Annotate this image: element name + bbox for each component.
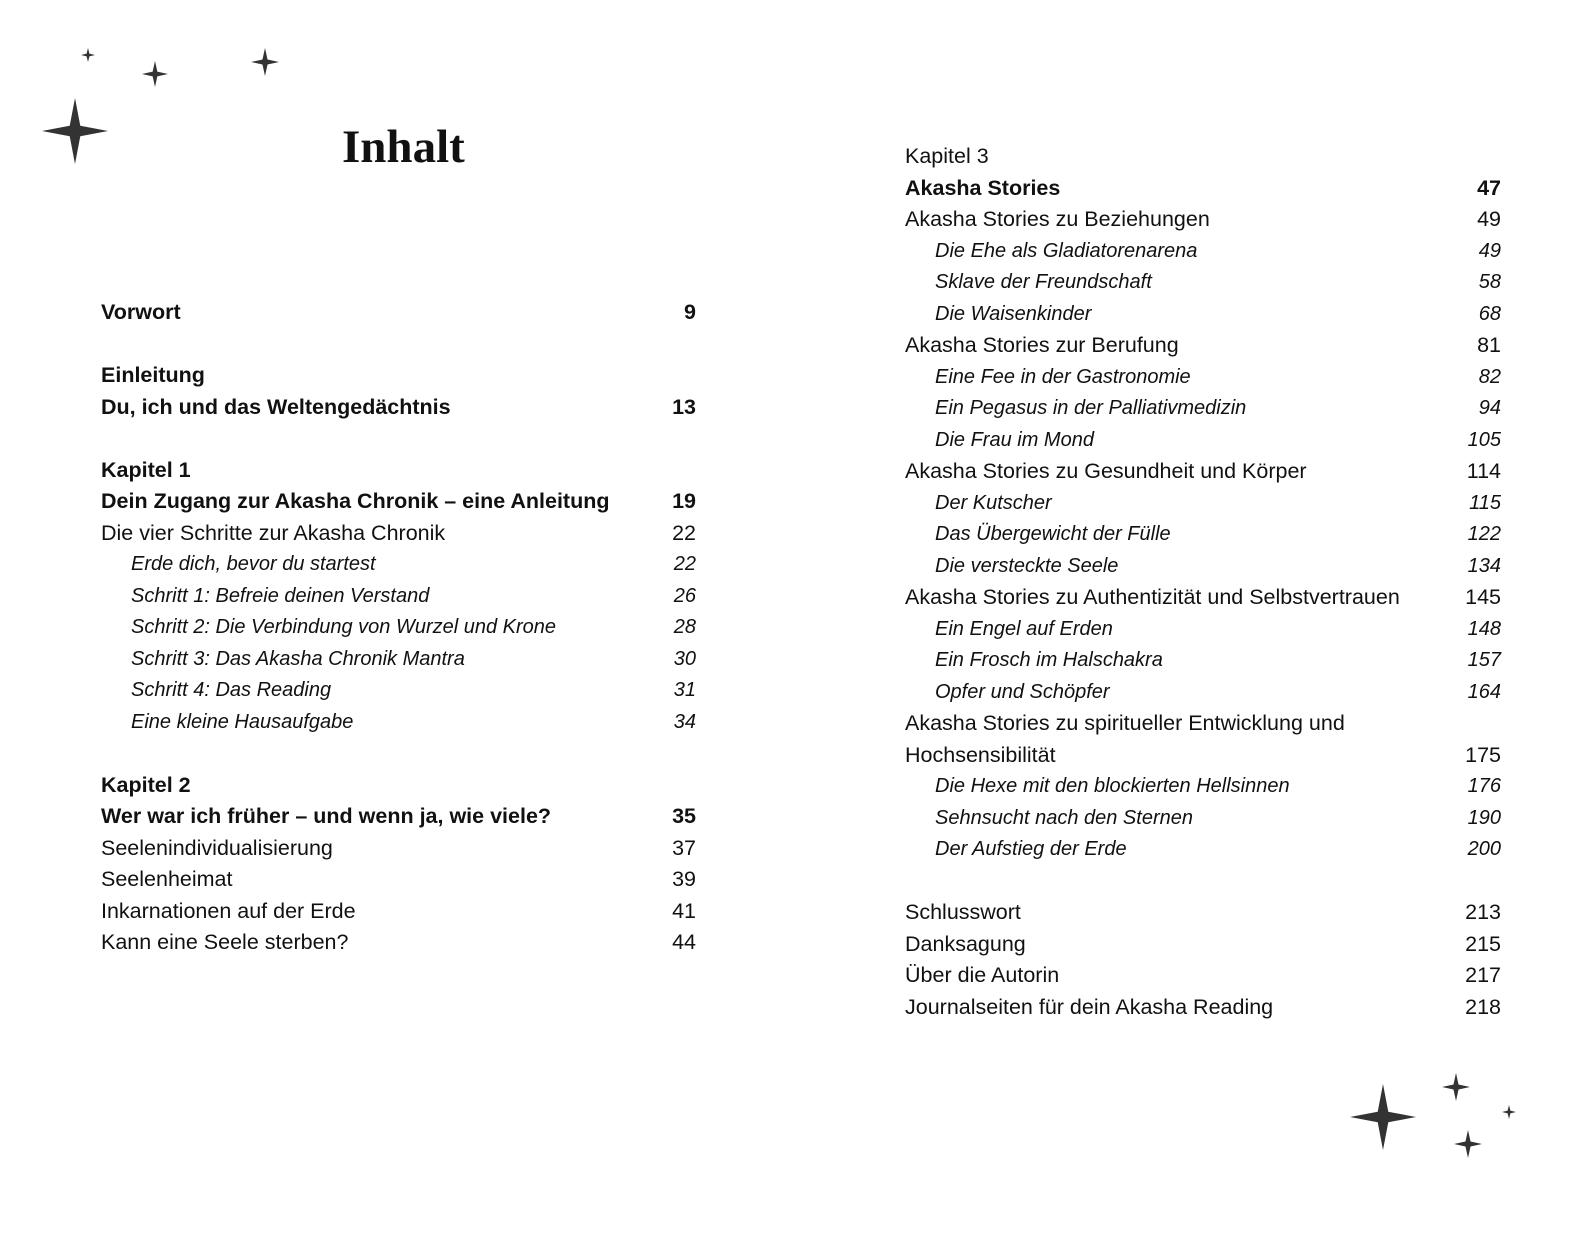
toc-entry (101, 549, 696, 581)
toc-entry-page: 34 (673, 710, 696, 733)
toc-entry-title: Akasha Stories zu Beziehungen (905, 207, 1210, 231)
toc-entry-page: 134 (1467, 554, 1501, 577)
toc-entry-title: Die Waisenkinder (935, 302, 1092, 325)
toc-entry (905, 960, 1501, 992)
toc-entry (905, 362, 1501, 394)
toc-entry-title: Ein Pegasus in der Palliativmedizin (935, 397, 1247, 419)
star-icon (1350, 1084, 1416, 1150)
toc-entry (905, 771, 1501, 803)
star-icon (81, 48, 95, 62)
toc-entry (905, 173, 1501, 205)
toc-entry (101, 675, 696, 707)
toc-entry-title: Erde dich, bevor du startest (131, 553, 376, 575)
toc-entry-page: 26 (673, 584, 696, 607)
toc-entry-page: 37 (672, 835, 696, 860)
toc-entry-title: Sehnsucht nach den Sternen (935, 806, 1193, 829)
toc-entry (101, 833, 696, 865)
toc-entry-title: Die Frau im Mond (935, 428, 1094, 451)
toc-entry-page: 190 (1467, 806, 1501, 829)
toc-entry-page: 35 (672, 804, 696, 828)
toc-entry-title: Danksagung (905, 931, 1026, 956)
toc-entry-page: 81 (1477, 333, 1501, 357)
toc-left-column (101, 297, 696, 959)
toc-entry-page: 115 (1469, 491, 1501, 514)
toc-entry-page: 122 (1467, 523, 1501, 545)
toc-entry (905, 519, 1501, 551)
toc-entry-page: 47 (1477, 175, 1501, 200)
toc-entry (905, 204, 1501, 236)
star-icon (251, 48, 279, 76)
toc-entry-page: 213 (1465, 900, 1501, 924)
toc-entry (101, 455, 696, 487)
toc-entry-page: 49 (1478, 239, 1501, 262)
toc-entry-page: 31 (673, 679, 696, 701)
toc-entry (101, 707, 696, 739)
toc-entry (905, 677, 1501, 709)
toc-entry-title: Die Ehe als Gladiatorenarena (935, 239, 1198, 262)
toc-entry (101, 927, 696, 959)
toc-entry-title: Hochsensibilität (905, 742, 1056, 767)
toc-entry-title: Der Aufstieg der Erde (935, 838, 1127, 860)
toc-entry-title: Eine kleine Hausaufgabe (131, 710, 354, 733)
toc-entry (905, 614, 1501, 646)
toc-entry (905, 330, 1501, 362)
toc-entry-page: 9 (684, 300, 696, 324)
star-icon (1454, 1130, 1482, 1158)
toc-spacer (101, 329, 696, 361)
page-title: Inhalt (342, 121, 465, 173)
toc-entry-title: Akasha Stories zu Authentizität und Selbstvertrauen (905, 585, 1400, 609)
toc-entry (905, 834, 1501, 866)
toc-entry (101, 360, 696, 392)
toc-entry-title: Kapitel 3 (905, 144, 989, 168)
toc-entry-title: Die Hexe mit den blockierten Hellsinnen (935, 775, 1290, 797)
toc-entry-title: Einleitung (101, 363, 205, 387)
toc-entry-title: Über die Autorin (905, 963, 1060, 987)
toc-entry-title: Schritt 2: Die Verbindung von Wurzel und Krone (131, 616, 557, 638)
toc-entry-page: 28 (673, 616, 696, 638)
toc-entry-page: 58 (1478, 271, 1501, 293)
toc-entry (905, 456, 1501, 488)
toc-entry-title: Eine Fee in der Gastronomie (935, 365, 1191, 388)
toc-entry-page: 105 (1467, 428, 1501, 451)
toc-entry (101, 581, 696, 613)
toc-entry (101, 770, 696, 802)
toc-entry (905, 582, 1501, 614)
toc-entry (905, 393, 1501, 425)
toc-entry-page: 41 (672, 898, 696, 923)
toc-entry (905, 299, 1501, 331)
toc-entry (101, 297, 696, 329)
toc-entry-page: 22 (672, 520, 696, 545)
toc-entry-title: Schritt 1: Befreie deinen Verstand (131, 584, 430, 607)
toc-entry-page: 44 (672, 930, 696, 954)
toc-entry-title: Akasha Stories zu spiritueller Entwicklung und (905, 711, 1345, 735)
toc-entry-page: 13 (672, 394, 696, 419)
toc-entry (101, 612, 696, 644)
toc-entry-page: 39 (672, 867, 696, 891)
toc-entry-page: 164 (1467, 680, 1501, 703)
toc-entry (905, 992, 1501, 1024)
toc-entry (101, 801, 696, 833)
toc-entry (905, 740, 1501, 772)
toc-entry-page: 215 (1465, 931, 1501, 956)
toc-entry (101, 518, 696, 550)
toc-entry-title: Schritt 4: Das Reading (131, 679, 332, 701)
toc-entry-page: 49 (1477, 207, 1501, 231)
toc-spacer (905, 866, 1501, 898)
toc-entry-page: 22 (673, 553, 696, 575)
toc-entry-title: Die versteckte Seele (935, 554, 1119, 577)
toc-entry-title: Vorwort (101, 300, 181, 324)
toc-entry-title: Schlusswort (905, 900, 1021, 924)
toc-entry-title: Seelenindividualisierung (101, 835, 333, 860)
toc-entry (101, 644, 696, 676)
toc-entry (905, 141, 1501, 173)
toc-entry (905, 488, 1501, 520)
toc-entry-title: Journalseiten für dein Akasha Reading (905, 994, 1274, 1019)
toc-entry-title: Sklave der Freundschaft (935, 271, 1152, 293)
toc-entry-title: Das Übergewicht der Fülle (935, 523, 1171, 545)
toc-entry-title: Opfer und Schöpfer (935, 680, 1110, 703)
star-icon (42, 98, 108, 164)
toc-entry-title: Kapitel 2 (101, 772, 191, 797)
toc-entry (905, 645, 1501, 677)
toc-entry-title: Wer war ich früher – und wenn ja, wie viele? (101, 804, 552, 828)
star-icon (1442, 1073, 1470, 1101)
toc-entry-page: 19 (672, 489, 696, 513)
toc-entry-page: 175 (1465, 742, 1501, 767)
toc-entry (905, 929, 1501, 961)
toc-entry-title: Akasha Stories zu Gesundheit und Körper (905, 459, 1307, 483)
toc-entry-title: Inkarnationen auf der Erde (101, 898, 356, 923)
star-icon (1502, 1105, 1516, 1119)
toc-entry-page: 176 (1467, 775, 1501, 797)
toc-entry-title: Akasha Stories (905, 175, 1061, 200)
toc-entry-title: Dein Zugang zur Akasha Chronik – eine Anleitung (101, 489, 610, 513)
toc-entry (905, 551, 1501, 583)
toc-entry-page: 157 (1467, 649, 1501, 671)
toc-entry (101, 864, 696, 896)
toc-entry-title: Der Kutscher (935, 491, 1052, 514)
toc-entry-page: 30 (673, 647, 696, 670)
toc-entry-title: Ein Frosch im Halschakra (935, 649, 1163, 671)
toc-entry (905, 897, 1501, 929)
toc-entry (905, 425, 1501, 457)
toc-entry-page: 200 (1467, 838, 1501, 860)
toc-entry-page: 82 (1478, 365, 1501, 388)
toc-entry-title: Seelenheimat (101, 867, 233, 891)
toc-entry-title: Akasha Stories zur Berufung (905, 333, 1179, 357)
toc-entry-page: 217 (1465, 963, 1501, 987)
toc-entry-page: 68 (1478, 302, 1501, 325)
toc-entry (101, 896, 696, 928)
toc-entry-title: Ein Engel auf Erden (935, 617, 1113, 640)
toc-entry-page: 218 (1465, 994, 1501, 1019)
star-icon (142, 61, 168, 87)
toc-entry (905, 267, 1501, 299)
toc-entry (101, 486, 696, 518)
toc-entry-title: Die vier Schritte zur Akasha Chronik (101, 520, 446, 545)
toc-entry (905, 236, 1501, 268)
toc-entry-title: Kann eine Seele sterben? (101, 930, 349, 954)
toc-entry-page: 145 (1465, 585, 1501, 609)
toc-entry (101, 392, 696, 424)
toc-entry-page: 94 (1478, 397, 1501, 419)
toc-right-column (905, 141, 1501, 1023)
toc-entry-title: Schritt 3: Das Akasha Chronik Mantra (131, 647, 465, 670)
toc-spacer (101, 423, 696, 455)
toc-entry (905, 803, 1501, 835)
toc-spacer (101, 738, 696, 770)
toc-entry-page: 114 (1466, 459, 1501, 483)
toc-entry-title: Kapitel 1 (101, 457, 191, 482)
toc-entry-title: Du, ich und das Weltengedächtnis (101, 394, 451, 419)
toc-entry (905, 708, 1501, 740)
toc-entry-page: 148 (1467, 617, 1501, 640)
